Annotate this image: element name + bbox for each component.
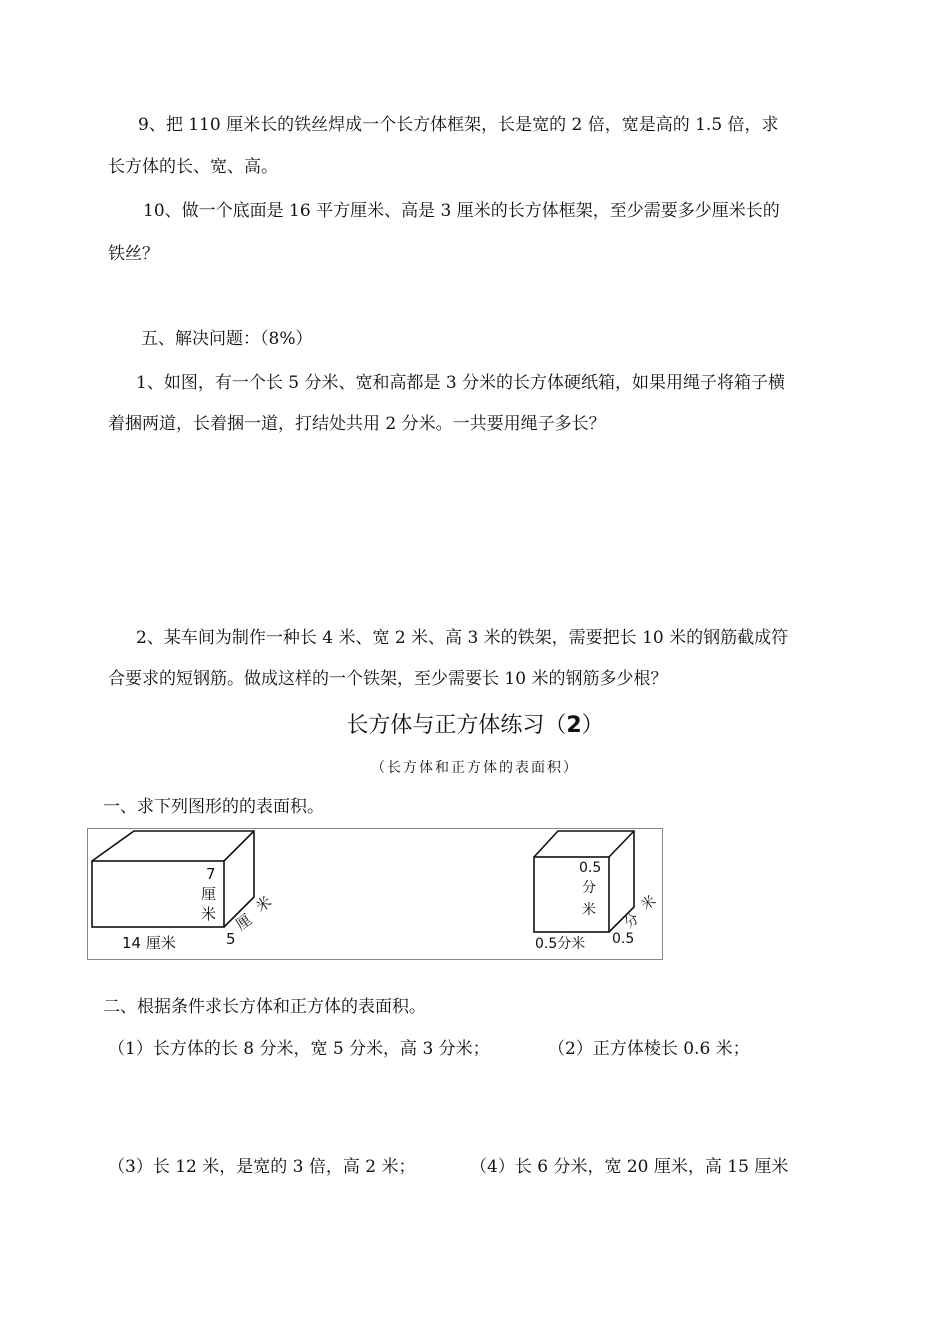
problem-1-line-2: 着捆两道，长着捆一道，打结处共用 2 分米。一共要用绳子多长？ — [108, 414, 606, 434]
question-10-line-2: 铁丝？ — [108, 244, 159, 264]
cuboid-length-label: 14 厘米 — [122, 934, 176, 952]
cuboid-width-unit-1: 厘 — [232, 910, 255, 934]
problem-1-line-1: 1、如图，有一个长 5 分米、宽和高都是 3 分米的长方体硬纸箱，如果用绳子将箱子横 — [136, 373, 786, 393]
cuboid-height-unit-1: 厘 — [201, 885, 217, 903]
question-10-line-1: 10、做一个底面是 16 平方厘米、高是 3 厘米的长方体框架，至少需要多少厘米长的 — [143, 201, 780, 221]
cuboid-width-unit-2: 米 — [252, 892, 275, 916]
figures-box — [87, 828, 663, 960]
cuboid-height-number: 7 — [206, 865, 216, 883]
cuboid-height-unit-2: 米 — [201, 905, 217, 923]
practice-subtitle: （长方体和正方体的表面积） — [371, 760, 579, 776]
part-1-heading: 一、求下列图形的的表面积。 — [103, 797, 324, 817]
part-2-item-1: （1）长方体的长 8 分米，宽 5 分米，高 3 分米； — [108, 1039, 490, 1059]
cube-height-number: 0.5 — [579, 860, 602, 876]
cube-width-unit-2: 米 — [638, 892, 660, 914]
practice-title: 长方体与正方体练习（2） — [346, 713, 604, 738]
question-9-line-1: 9、把 110 厘米长的铁丝焊成一个长方体框架，长是宽的 2 倍，宽是高的 1.5 倍，求 — [138, 115, 779, 135]
problem-2-line-2: 合要求的短钢筋。做成这样的一个铁架，至少需要长 10 米的钢筋多少根？ — [108, 669, 668, 689]
cube-length-label: 0.5分米 — [535, 936, 586, 952]
cube-width-unit-1: 分 — [621, 910, 643, 932]
part-2-heading: 二、根据条件求长方体和正方体的表面积。 — [103, 997, 426, 1017]
part-2-item-4: （4）长 6 分米，宽 20 厘米，高 15 厘米 — [470, 1157, 789, 1177]
part-2-item-2: （2）正方体棱长 0.6 米； — [548, 1039, 750, 1059]
question-9-line-2: 长方体的长、宽、高。 — [108, 157, 278, 177]
part-2-item-3: （3）长 12 米，是宽的 3 倍，高 2 米； — [108, 1157, 416, 1177]
problem-2-line-1: 2、某车间为制作一种长 4 米、宽 2 米、高 3 米的铁架，需要把长 10 米的钢筋截成符 — [136, 628, 789, 648]
cube-height-unit-2: 米 — [582, 902, 596, 918]
solid-figures — [88, 829, 664, 961]
cube-width-number: 0.5 — [612, 931, 635, 947]
cuboid-figure — [92, 831, 254, 927]
cuboid-width-number: 5 — [226, 930, 236, 948]
section-5-heading: 五、解决问题：（8%） — [141, 329, 313, 349]
cube-height-unit-1: 分 — [582, 880, 596, 896]
